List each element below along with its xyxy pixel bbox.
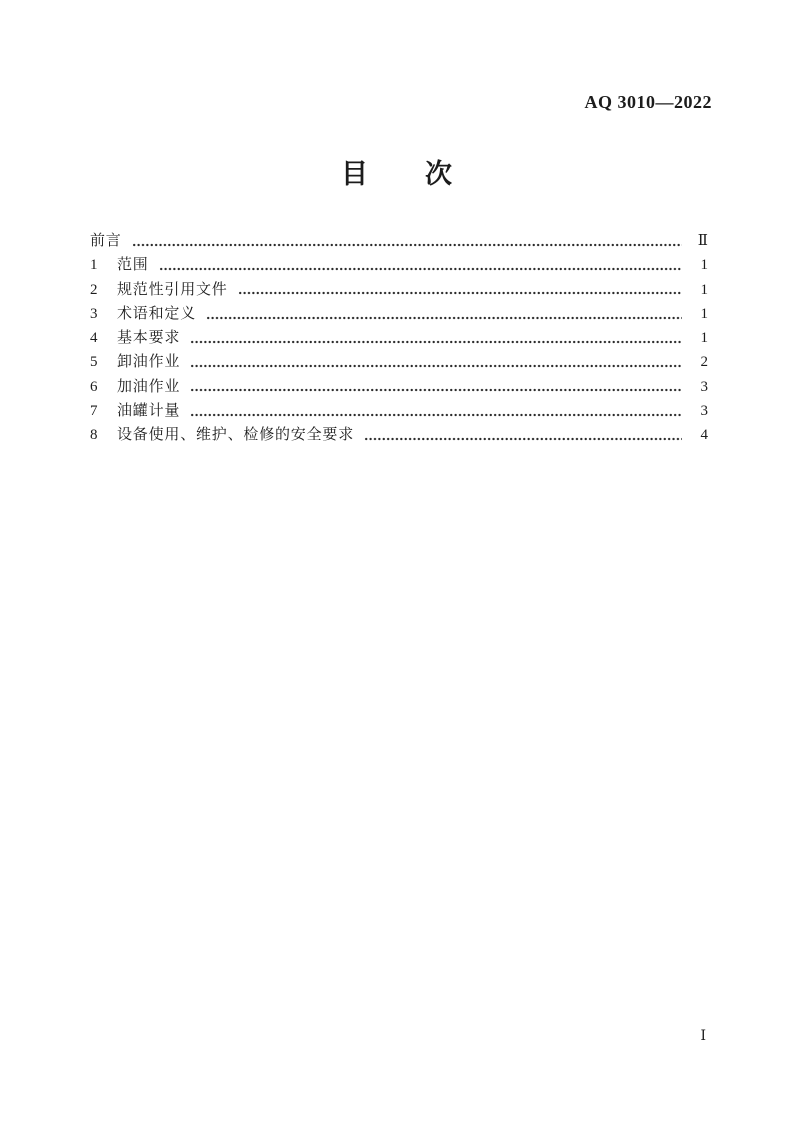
standard-code-header: AQ 3010—2022 bbox=[584, 92, 712, 112]
toc-row bbox=[90, 278, 708, 302]
toc-row bbox=[90, 399, 708, 423]
toc-entry-page: 1 bbox=[700, 281, 708, 298]
dot-leader bbox=[190, 413, 682, 417]
toc-entry-number: 3 bbox=[90, 305, 98, 322]
toc-entry-page: 1 bbox=[700, 257, 708, 274]
toc-entry-title: 术语和定义 bbox=[117, 305, 197, 322]
dot-leader bbox=[190, 364, 682, 368]
toc-entry-page: 2 bbox=[700, 354, 708, 371]
toc-entry-page: 1 bbox=[700, 305, 708, 322]
dot-leader bbox=[238, 291, 682, 295]
toc-entry-title: 油罐计量 bbox=[117, 403, 181, 420]
dot-leader bbox=[132, 243, 682, 247]
toc-entry-title: 基本要求 bbox=[117, 330, 181, 347]
toc-entry-title: 范围 bbox=[117, 257, 149, 274]
toc-entry-number: 2 bbox=[90, 281, 98, 298]
page-title: 目 次 bbox=[341, 159, 453, 189]
dot-leader bbox=[364, 437, 682, 441]
toc-entry-title: 加油作业 bbox=[117, 378, 181, 395]
toc-entry-page: 4 bbox=[700, 427, 708, 444]
toc-row bbox=[90, 423, 708, 447]
footer-page-number: Ⅰ bbox=[700, 1029, 706, 1044]
toc-entry-number: 1 bbox=[90, 257, 98, 274]
table-of-contents bbox=[90, 229, 708, 448]
toc-row bbox=[90, 350, 708, 374]
toc-entry-title: 前言 bbox=[90, 233, 122, 249]
toc-row bbox=[90, 326, 708, 350]
toc-entry-page: Ⅱ bbox=[697, 233, 708, 249]
toc-entry-page: 3 bbox=[700, 403, 708, 420]
toc-entry-title: 卸油作业 bbox=[117, 354, 181, 371]
toc-entry-number: 6 bbox=[90, 378, 98, 395]
dot-leader bbox=[206, 316, 682, 320]
toc-entry-number: 4 bbox=[90, 330, 98, 347]
dot-leader bbox=[190, 340, 682, 344]
toc-entry-number: 8 bbox=[90, 427, 98, 444]
dot-leader bbox=[159, 267, 682, 271]
toc-entry-title: 设备使用、维护、检修的安全要求 bbox=[117, 427, 355, 444]
toc-entry-page: 3 bbox=[700, 378, 708, 395]
toc-row bbox=[90, 302, 708, 326]
toc-row bbox=[90, 375, 708, 399]
dot-leader bbox=[190, 388, 682, 392]
toc-entry-title: 规范性引用文件 bbox=[117, 281, 228, 298]
toc-entry-number: 7 bbox=[90, 403, 98, 420]
toc-entry-number: 5 bbox=[90, 354, 98, 371]
toc-row bbox=[90, 229, 708, 253]
toc-row bbox=[90, 253, 708, 277]
toc-entry-page: 1 bbox=[700, 330, 708, 347]
